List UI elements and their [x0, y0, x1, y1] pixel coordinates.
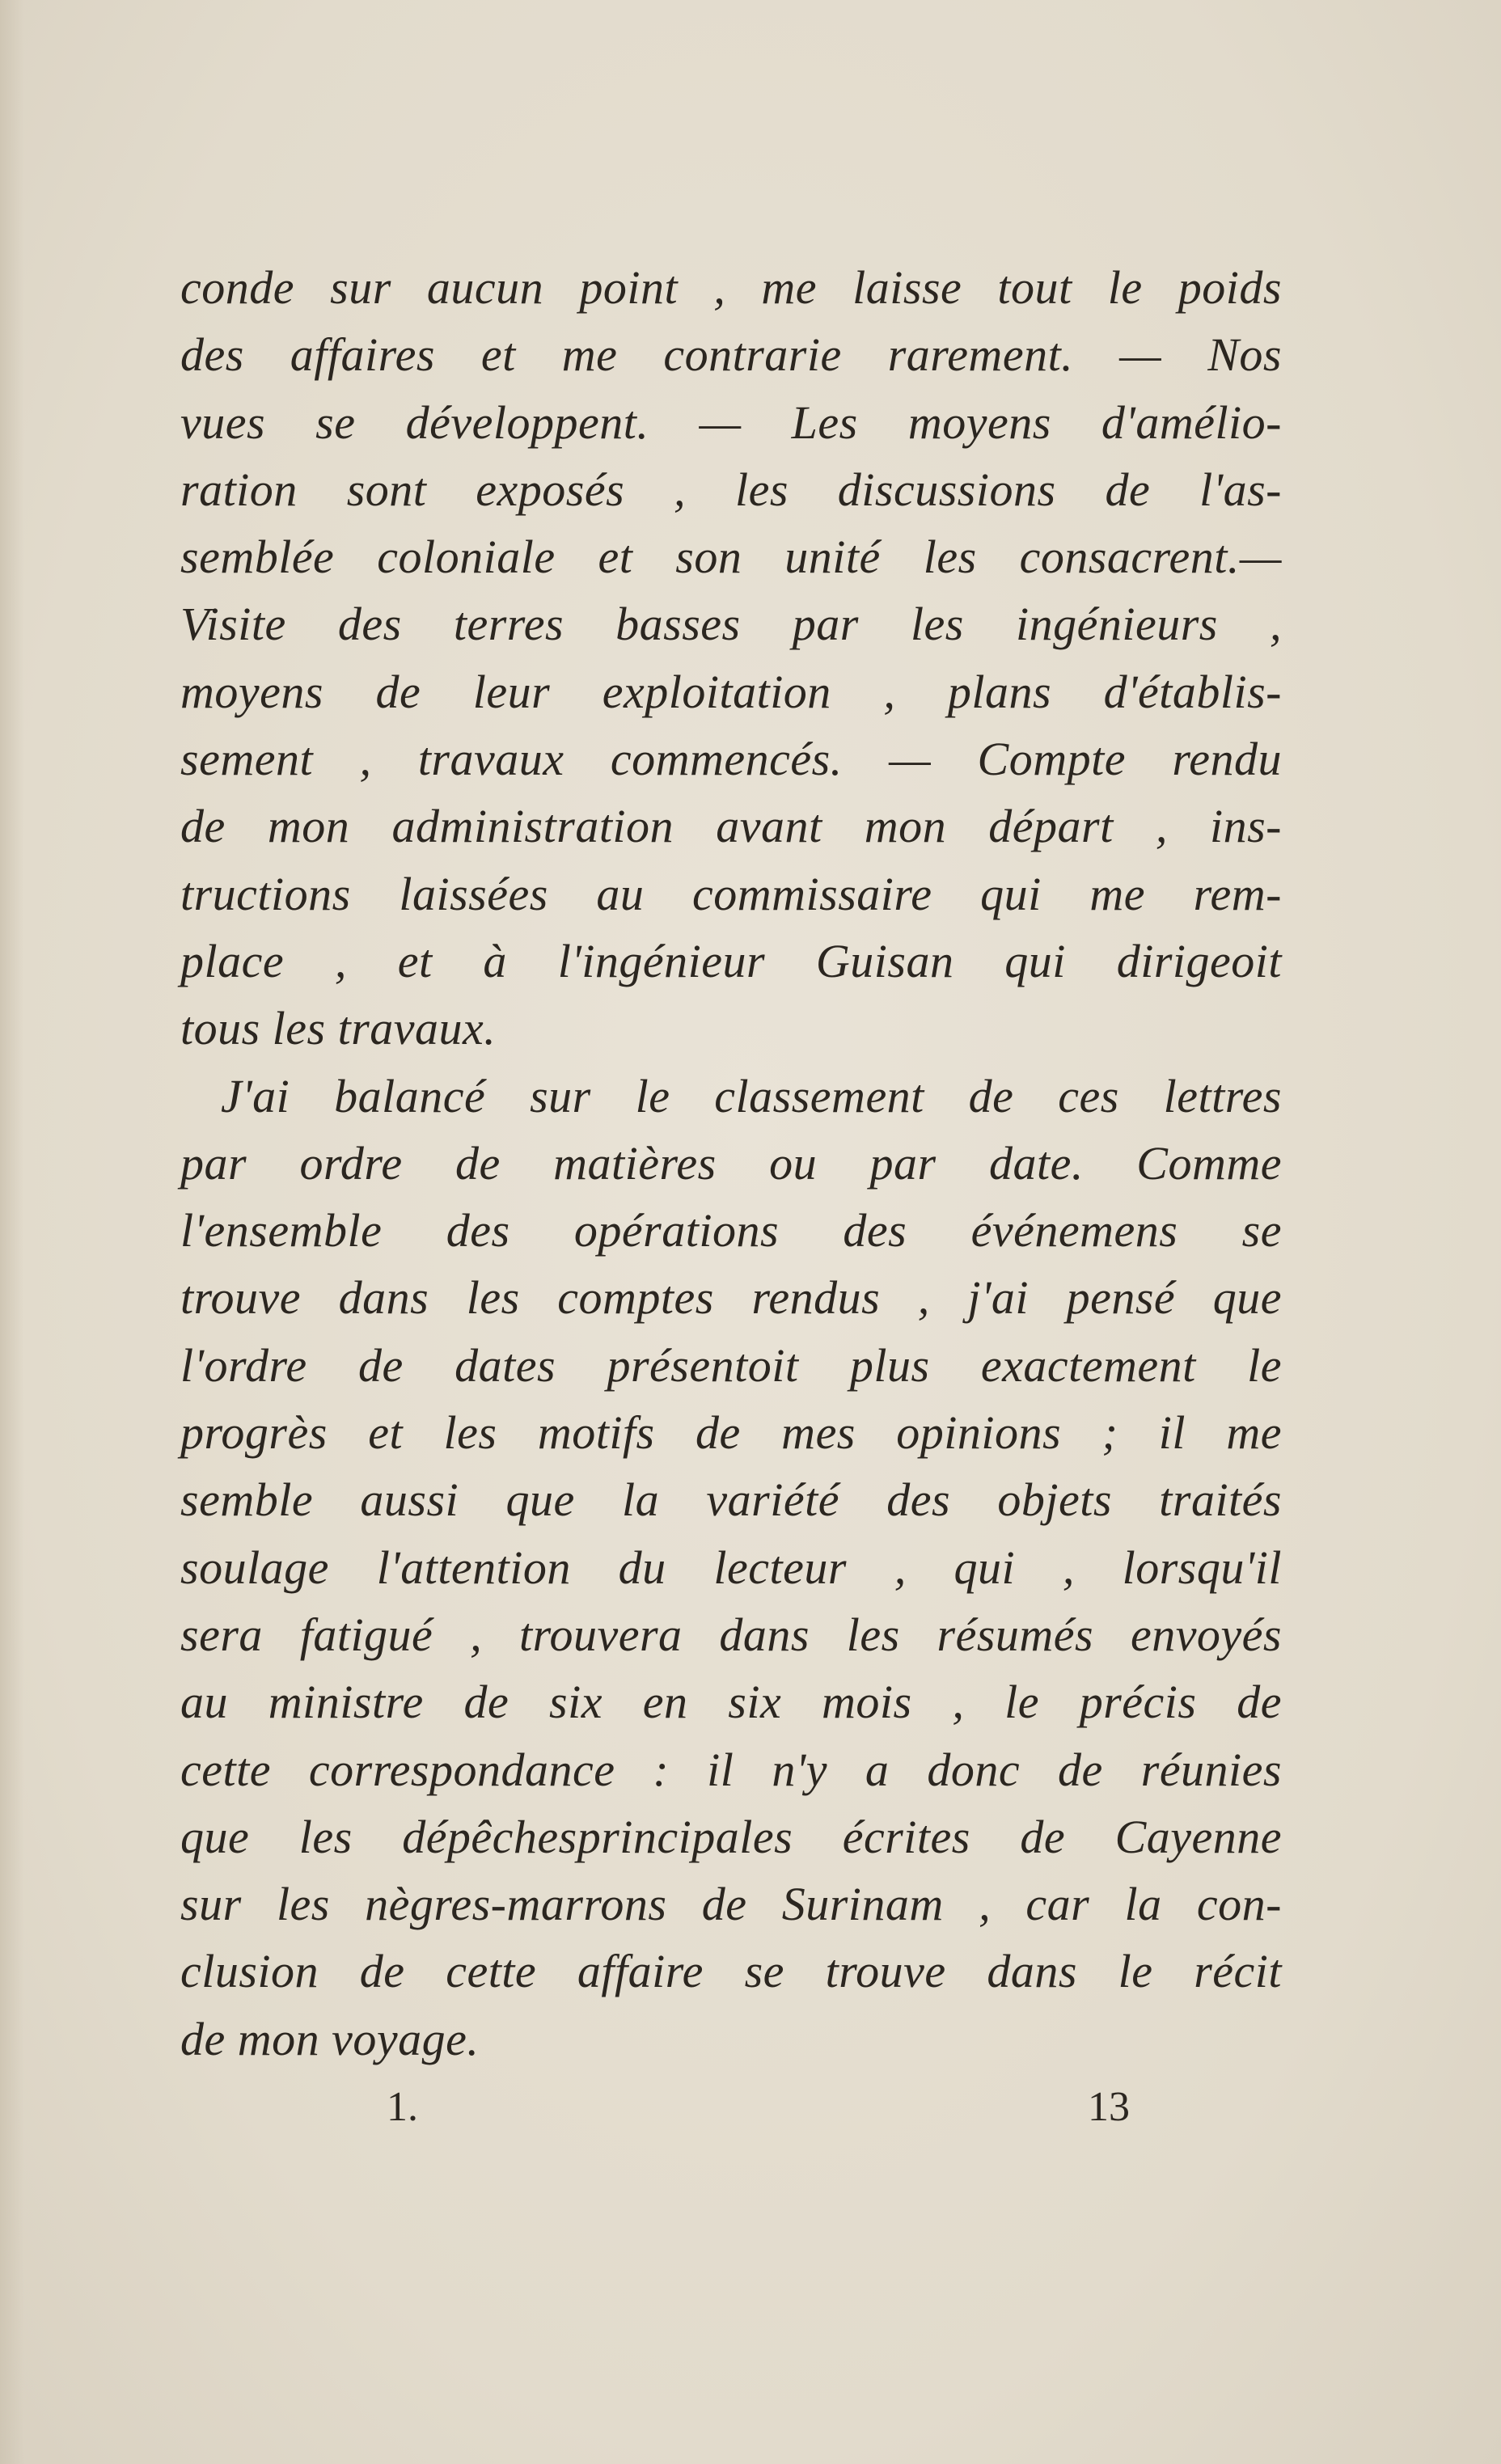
text-line: clusion de cette affaire se trouve dans le récit	[180, 1945, 1282, 1998]
text-line: tous les travaux.	[180, 1002, 497, 1055]
text-line: tructions laissées au commissaire qui me rem-	[180, 867, 1282, 920]
text-line: semblée coloniale et son unité les consacrent.—	[180, 530, 1282, 584]
paragraph-2	[180, 1063, 1282, 2073]
text-line: des affaires et me contrarie rarement. — Nos	[180, 328, 1282, 382]
paragraph-1	[180, 254, 1282, 1063]
text-line: au ministre de six en six mois , le précis de	[180, 1676, 1282, 1729]
signature-mark: 1.	[387, 2084, 418, 2130]
text-line: cette correspondance : il n'y a donc de réunies	[180, 1743, 1282, 1796]
page-edge-shadow	[0, 0, 24, 2464]
text-line: par ordre de matières ou par date. Comme	[180, 1136, 1282, 1190]
page-body-text	[180, 254, 1282, 2073]
text-line: progrès et les motifs de mes opinions ; il me	[180, 1406, 1282, 1460]
text-line: sera fatigué , trouvera dans les résumés envoyés	[180, 1608, 1282, 1661]
text-line: place , et à l'ingénieur Guisan qui dirigeoit	[180, 934, 1282, 987]
text-line: conde sur aucun point , me laisse tout le poids	[180, 261, 1282, 314]
page-number: 13	[1088, 2084, 1130, 2130]
text-line: que les dépêchesprincipales écrites de Cayenne	[180, 1810, 1282, 1863]
text-line: de mon administration avant mon départ , ins-	[180, 800, 1282, 853]
text-line: l'ensemble des opérations des événemens se	[180, 1204, 1282, 1257]
text-line: Visite des terres basses par les ingénieurs ,	[180, 598, 1282, 651]
text-line: moyens de leur exploitation , plans d'établis-	[180, 665, 1282, 718]
text-line: sur les nègres-marrons de Surinam , car la con-	[180, 1878, 1282, 1931]
text-line: trouve dans les comptes rendus , j'ai pensé que	[180, 1271, 1282, 1325]
text-line: ration sont exposés , les discussions de l'as-	[180, 463, 1282, 516]
text-line: l'ordre de dates présentoit plus exactement le	[180, 1338, 1282, 1392]
text-line: soulage l'attention du lecteur , qui , lorsqu'il	[180, 1541, 1282, 1594]
text-line: semble aussi que la variété des objets traités	[180, 1473, 1282, 1527]
text-line: de mon voyage.	[180, 2012, 480, 2065]
text-line: sement , travaux commencés. — Compte rendu	[180, 733, 1282, 786]
text-line: J'ai balancé sur le classement de ces lettres	[221, 1069, 1282, 1122]
text-line: vues se développent. — Les moyens d'amélio-	[180, 395, 1282, 449]
